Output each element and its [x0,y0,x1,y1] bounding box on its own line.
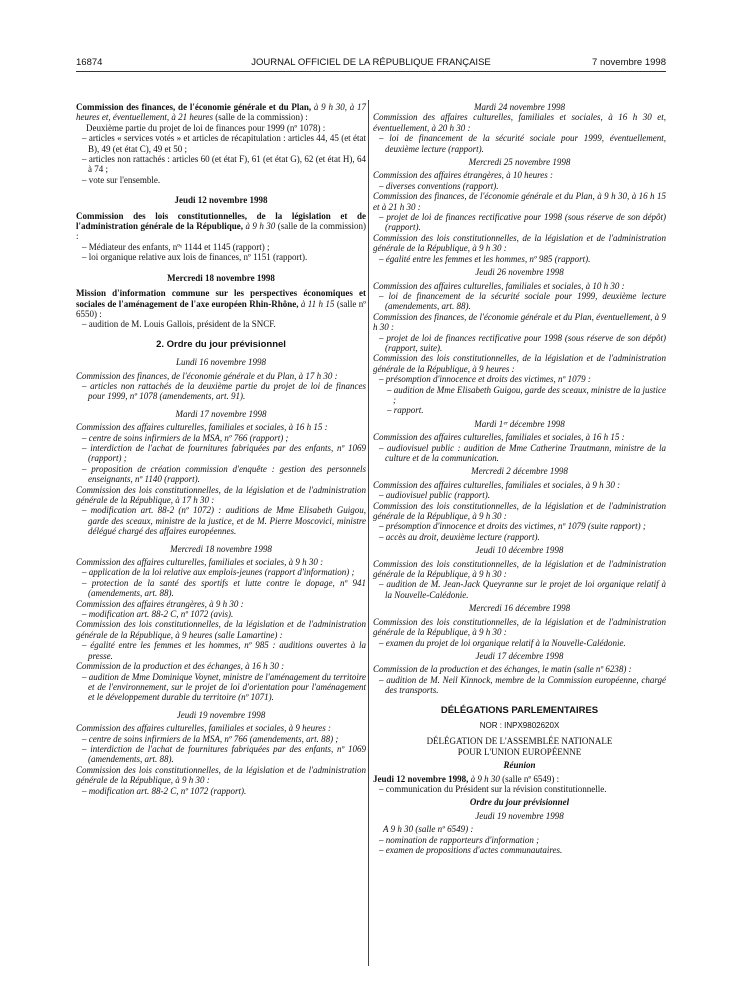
date-heading: Mercredi 25 novembre 1998 [468,157,571,168]
issue-date: 7 novembre 1998 [592,57,666,68]
agenda-item: – audition de M. Neil Kinnock, membre de la Commission européenne, chargé des transports. [379,674,666,696]
commission-heading: Mission d'information commune sur les perspectives économiques et sociales de l'aménagement de l'axe européen Rhin-Rhône, à 11 h 15 (salle nº 6550) : [76,288,367,319]
commission-heading: Commission des affaires culturelles, familiales et sociales, à 9 heures : [76,723,331,734]
date-heading: Mardi 17 novembre 1998 [175,408,267,419]
date-heading: Mercredi 18 novembre 1998 [170,543,272,554]
commission-heading: Commission des lois constitutionnelles, de la législation et de l'administration générale de la République, à 9 heures (salle Lamartine) : [76,619,366,640]
commission-heading: Commission de la production et des échanges, à 16 h 30 : [76,661,285,672]
agenda-item: – Médiateur des enfants, nºˢ 1144 et 1145 (rapport) ; [82,241,270,252]
commission-heading: Commission des affaires culturelles, familiales et sociales, à 9 h 30 : [373,479,621,490]
date-heading: Mercredi 16 décembre 1998 [468,603,571,614]
agenda-item: – modification art. 88-2 (nº 1072) : auditions de Mme Elisabeth Guigou, garde des sceaux, ministre de la justice, et de M. Pierre Moscovici, ministre délégué chargé des affaires européennes. [82,505,366,537]
agenda-item: – modification art. 88-2 C, nº 1072 (rapport). [82,785,247,796]
commission-heading: Commission des affaires culturelles, familiales et sociales, à 10 h 30 : [373,280,625,291]
meeting-heading: Jeudi 12 novembre 1998, à 9 h 30 (salle nº 6549) : [373,773,560,784]
agenda-item: – interdiction de l'achat de fournitures fabriquées par des enfants, nº 1069 (rapport) ; [82,442,366,464]
commission-heading: Commission de la production et des échanges, le matin (salle nº 6238) : [373,664,632,675]
agenda-item: – accès au droit, deuxième lecture (rapport). [379,531,540,542]
commission-heading: Commission des affaires culturelles, familiales et sociales, à 16 h 15 : [373,432,625,443]
agenda-item: – loi de financement de la sécurité sociale pour 1999, deuxième lecture (amendements, art. 88). [379,290,666,312]
right-column [373,102,666,855]
agenda-item: – égalité entre les femmes et les hommes, nº 985 : auditions ouvertes à la presse. [82,640,366,661]
agenda-item: – loi de financement de la sécurité sociale pour 1999, éventuellement, deuxième lecture (rapport). [379,133,666,154]
agenda-item: – articles non rattachés : articles 60 (et état F), 61 (et état G), 62 (et état H), 64 à 74 ; [82,154,366,175]
date-heading: Jeudi 12 novembre 1998 [174,195,268,206]
commission-heading: Commission des affaires culturelles, familiales et sociales, à 16 h 30 et, éventuellement, à 20 h 30 : [373,112,666,133]
date-heading: Mardi 1ᵉʳ décembre 1998 [474,418,565,429]
agenda-item: – articles non rattachés de la deuxième partie du projet de loi de finances pour 1999, nº 1078 (amendements, art. 91). [82,380,366,402]
section-title: 2. Ordre du jour prévisionnel [156,338,286,350]
date-heading: Mercredi 18 novembre 1998 [167,272,275,283]
commission-heading: Commission des finances, de l'économie générale et du Plan, à 17 h 30 : [76,370,338,381]
agenda-item: – loi organique relative aux lois de finances, nº 1151 (rapport). [82,252,308,263]
agenda-line: Deuxième partie du projet de loi de finances pour 1999 (nº 1078) : [86,122,326,133]
column-divider [368,100,369,966]
agenda-item: – audiovisuel public (rapport). [379,490,490,501]
agenda-subitem: – rapport. [387,405,424,416]
date-heading: Jeudi 10 décembre 1998 [475,545,564,556]
commission-heading: Commission des lois constitutionnelles, de la législation et de l'administration générale de la République, à 9 h 30 : [373,558,666,580]
date-heading: Jeudi 26 novembre 1998 [475,267,564,278]
agenda-item: – protection de la santé des sportifs et lutte contre le dopage, nº 941 (amendements, art. 88). [82,577,366,599]
agenda-item: – proposition de création commission d'enquête : gestion des personnels enseignants, nº 1140 (rapport). [82,463,366,485]
commission-heading: Commission des affaires culturelles, familiales et sociales, à 16 h 15 : [76,422,328,433]
commission-heading: Commission des affaires étrangères, à 9 h 30 : [76,598,244,609]
subsection-heading: Ordre du jour prévisionnel [469,797,570,808]
agenda-item: – audition de Mme Dominique Voynet, ministre de l'aménagement du territoire et de l'environnement, sur le projet de loi d'orientation pour l'aménagement et le développement durable du territoire (nº 1071). [82,671,366,703]
agenda-item: – projet de loi de finances rectificative pour 1998 (sous réserve de son dépôt) (rapport, suite). [379,332,666,353]
commission-heading: Commission des lois constitutionnelles, de la législation et de l'administration générale de la République, à 9 h 30 : [373,500,666,522]
commission-heading: Commission des finances, de l'économie générale et du Plan, à 9 h 30, à 17 heures et, éventuellement, à 21 heures (salle de la commission) : [76,102,366,123]
journal-title: JOURNAL OFFICIEL DE LA RÉPUBLIQUE FRANÇAISE [251,57,491,68]
date-heading: Mercredi 2 décembre 1998 [471,466,568,477]
commission-heading: Commission des affaires étrangères, à 10 heures : [373,170,553,181]
agenda-item: – projet de loi de finances rectificative pour 1998 (sous réserve de son dépôt) (rapport). [379,212,666,233]
agenda-item: – centre de soins infirmiers de la MSA, nº 766 (rapport) ; [82,432,289,443]
commission-heading: Commission des finances, de l'économie générale et du Plan, éventuellement, à 9 h 30 : [373,311,666,333]
date-heading: Lundi 16 novembre 1998 [176,357,266,368]
agenda-item: – diverses conventions (rapport). [379,180,499,191]
delegation-name: POUR L'UNION EUROPÉENNE [457,746,582,757]
agenda-item: – audiovisuel public : audition de Mme Catherine Trautmann, ministre de la culture et de la communication. [379,442,666,463]
agenda-item: – application de la loi relative aux emplois-jeunes (rapport d'information) ; [82,567,355,578]
commission-heading: Commission des lois constitutionnelles, de la législation et de l'administration générale de la République, à 17 h 30 : [76,484,366,505]
date-heading: Jeudi 19 novembre 1998 [176,709,266,720]
agenda-item: – articles « services votés » et articles de récapitulation : articles 44, 45 (et état B), 49 (et état C), 49 et 50 ; [82,133,366,154]
commission-heading: Commission des lois constitutionnelles, de la législation et de l'administration générale de la République, à 9 h 30 : [76,764,366,786]
section-title: DÉLÉGATIONS PARLEMENTAIRES [440,704,599,716]
commission-heading: Commission des finances, de l'économie générale et du Plan, à 9 h 30, à 16 h 15 et à 21 h 30 : [373,191,666,212]
meeting-time: A 9 h 30 (salle nº 6549) : [383,824,474,835]
commission-heading: Commission des lois constitutionnelles, de la législation et de l'administration générale de la République, à 9 heures : [373,353,666,374]
agenda-item: – nomination de rapporteurs d'information ; [379,834,540,845]
commission-heading: Commission des lois constitutionnelles, de la législation et de l'administration générale de la République, à 9 h 30 (salle de la commission) : [76,210,366,242]
header-rule [76,71,666,72]
subsection-heading: Réunion [503,760,536,771]
agenda-item: – présomption d'innocence et droits des victimes, nº 1079 : [379,374,591,385]
agenda-item: – examen du projet de loi organique relatif à la Nouvelle-Calédonie. [379,637,626,648]
commission-heading: Commission des lois constitutionnelles, de la législation et de l'administration générale de la République, à 9 h 30 : [373,616,666,638]
agenda-item: – audition de M. Jean-Jack Queyranne sur le projet de loi organique relatif à la Nouvelle-Calédonie. [379,579,666,600]
page-number: 16874 [76,57,103,68]
commission-heading: Commission des affaires culturelles, familiales et sociales, à 9 h 30 : [76,557,324,568]
agenda-item: – communication du Président sur la révision constitutionnelle. [379,783,607,794]
agenda-item: – vote sur l'ensemble. [82,174,161,185]
agenda-item: – égalité entre les femmes et les hommes, nº 985 (rapport). [379,253,591,264]
agenda-item: – présomption d'innocence et droits des victimes, nº 1079 (suite rapport) ; [379,521,646,532]
commission-heading: Commission des lois constitutionnelles, de la législation et de l'administration générale de la République, à 9 h 30 : [373,232,666,254]
agenda-item: – examen de propositions d'actes communautaires. [379,845,563,855]
nor-reference: NOR : INPX9802620X [479,720,560,730]
agenda-item: – centre de soins infirmiers de la MSA, nº 766 (amendements, art. 88) ; [82,733,339,744]
left-column [76,102,366,796]
delegation-name: DÉLÉGATION DE L'ASSEMBLÉE NATIONALE [426,736,613,747]
agenda-item: – modification art. 88-2 C, nº 1072 (avis). [82,609,234,620]
date-heading: Mardi 24 novembre 1998 [473,102,566,112]
page-header [76,57,666,71]
date-heading: Jeudi 19 novembre 1998 [475,810,564,821]
date-heading: Jeudi 17 décembre 1998 [475,650,564,661]
agenda-subitem: – audition de Mme Elisabeth Guigou, garde des sceaux, ministre de la justice ; [387,384,666,405]
agenda-item: – audition de M. Louis Gallois, président de la SNCF. [82,319,276,330]
agenda-item: – interdiction de l'achat de fournitures fabriquées par des enfants, nº 1069 (amendements, art. 88). [82,743,366,765]
